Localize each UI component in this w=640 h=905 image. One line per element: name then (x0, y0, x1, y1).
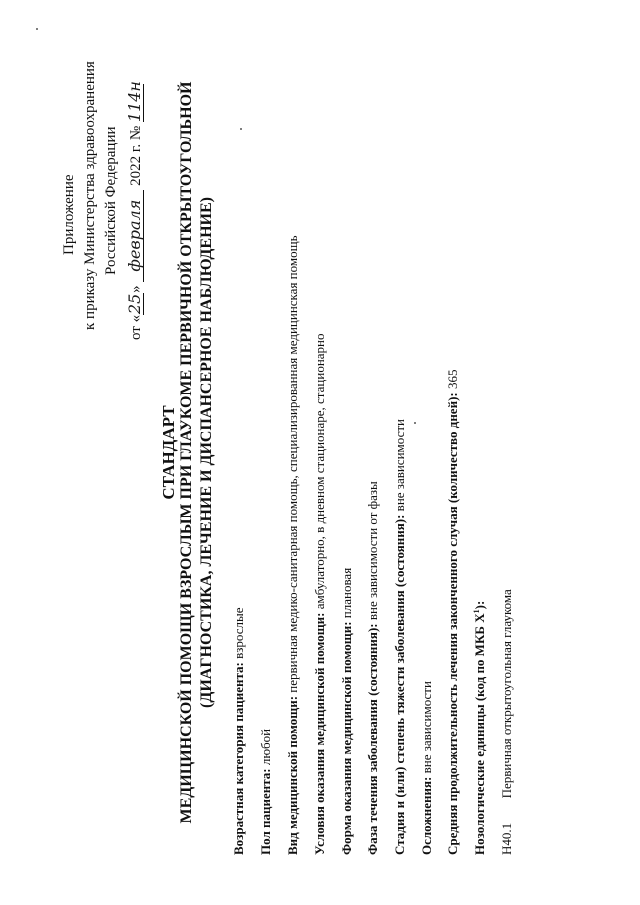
date-prefix: от « (128, 314, 144, 340)
title-main: МЕДИЦИНСКОЙ ПОМОЩИ ВЗРОСЛЫМ ПРИ ГЛАУКОМЕ ПЕРВИЧНОЙ ОТКРЫТОУГОЛЬНОЙ (178, 81, 195, 824)
row-value: вне зависимости (419, 681, 434, 774)
row-label: Форма оказания медицинской помощи: (339, 621, 354, 855)
row-label: Средняя продолжительность лечения законченного случая (количество дней): (445, 392, 460, 855)
row-value: любой (258, 728, 273, 766)
row-phase (366, 481, 379, 855)
date-year: 2022 г. № (128, 125, 144, 186)
row-duration (446, 370, 459, 855)
appendix-country: Российской Федерации (103, 126, 119, 275)
row-sex (259, 729, 272, 855)
row-label: Вид медицинской помощи: (285, 695, 300, 855)
nosology-label-tail: ): (472, 600, 487, 610)
row-nosology-item (500, 589, 513, 855)
scan-speck (414, 422, 416, 424)
row-value: вне зависимости от фазы (365, 481, 380, 621)
row-label: Условия оказания медицинской помощи: (312, 612, 327, 855)
row-label (472, 601, 487, 855)
row-label: Фаза течения заболевания (состояния): (365, 623, 380, 855)
nosology-label: Нозологические единицы (код по МКБ X (472, 613, 487, 855)
row-nosology-header (473, 601, 486, 855)
row-label: Осложнения: (419, 776, 434, 855)
appendix-date-line (125, 81, 144, 340)
row-complications (420, 681, 433, 855)
footnote-mark: 1 (472, 609, 481, 614)
row-label: Пол пациента: (258, 768, 273, 855)
row-label: Возрастная категория пациента: (231, 662, 246, 855)
row-label: Стадия и (или) степень тяжести заболевания (состояния): (392, 514, 407, 855)
row-care-conditions (313, 333, 326, 855)
nosology-code: H40.1 (499, 822, 514, 855)
scan-speck (240, 128, 242, 130)
row-value: вне зависимости (392, 419, 407, 512)
row-care-form (340, 568, 353, 855)
date-month: февраля (127, 190, 144, 282)
row-care-type (286, 235, 299, 855)
date-mid: » (128, 285, 144, 293)
row-age (232, 608, 245, 855)
row-value: амбулаторно, в дневном стационаре, стационарно (312, 333, 327, 610)
row-value: взрослые (231, 607, 246, 659)
scan-speck (36, 28, 38, 30)
title-subtitle: (ДИАГНОСТИКА, ЛЕЧЕНИЕ И ДИСПАНСЕРНОЕ НАБЛЮДЕНИЕ) (198, 197, 215, 708)
row-value: плановая (339, 567, 354, 619)
row-value: первичная медико-санитарная помощь, специализированная медицинская помощь (285, 235, 300, 693)
title-standard: СТАНДАРТ (159, 405, 178, 500)
row-value: 365 (445, 369, 460, 390)
date-day: 25 (125, 293, 144, 315)
row-stage (393, 419, 406, 855)
nosology-name: Первичная открытоугольная глаукома (499, 589, 514, 799)
appendix-label: Приложение (61, 174, 77, 255)
appendix-order-ref: к приказу Министерства здравоохранения (82, 61, 98, 330)
order-number: 114н (125, 81, 144, 123)
